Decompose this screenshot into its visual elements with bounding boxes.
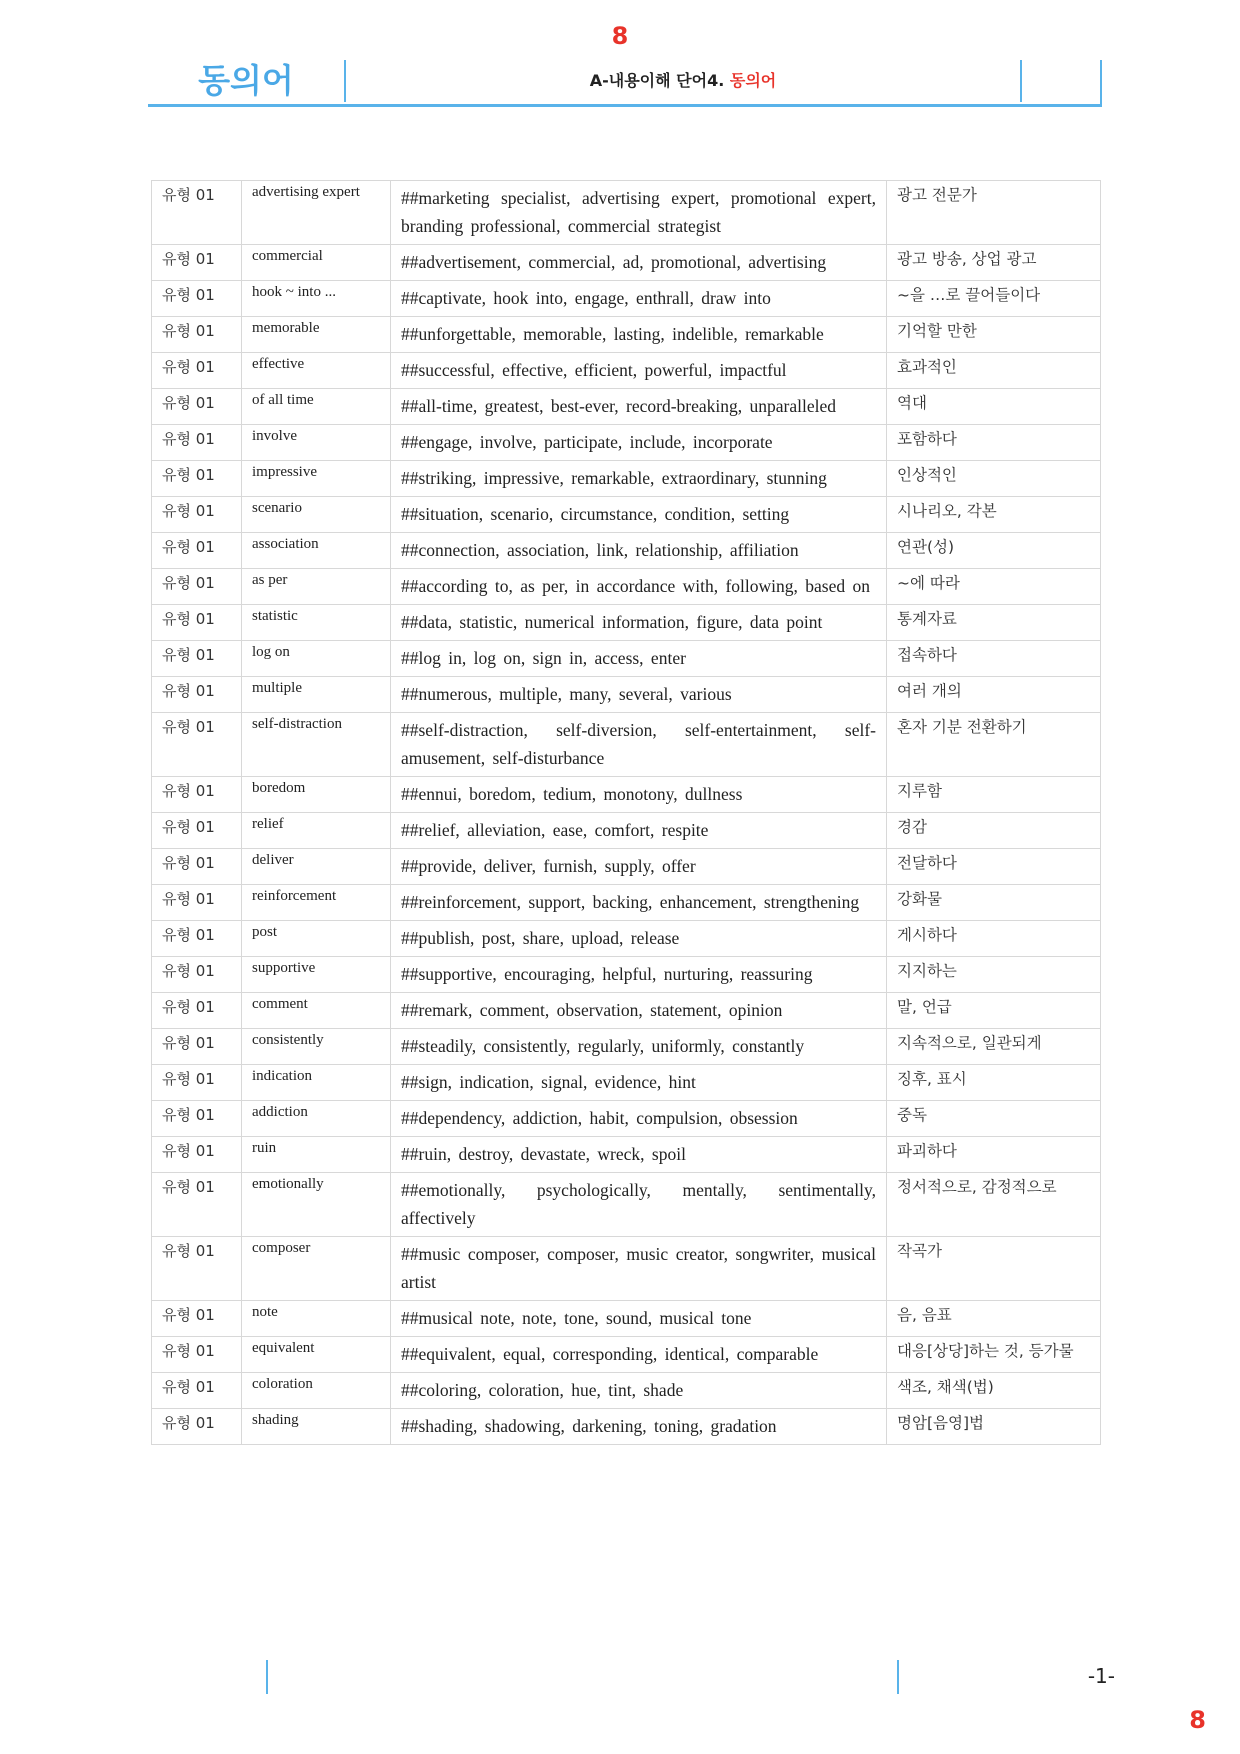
synonyms-cell: ##data, statistic, numerical information, figure, data point — [391, 605, 887, 641]
word-cell: reinforcement — [242, 885, 391, 921]
table-row — [152, 1065, 1101, 1101]
table-row — [152, 605, 1101, 641]
type-cell: 유형 01 — [152, 1173, 242, 1237]
synonyms-cell: ##captivate, hook into, engage, enthrall, draw into — [391, 281, 887, 317]
word-cell: relief — [242, 813, 391, 849]
type-cell: 유형 01 — [152, 849, 242, 885]
vocab-table-body — [152, 181, 1101, 1445]
header-subtitle — [346, 58, 1020, 104]
table-row — [152, 569, 1101, 605]
header-divider — [1100, 60, 1102, 106]
type-cell: 유형 01 — [152, 713, 242, 777]
table-row — [152, 921, 1101, 957]
word-cell: memorable — [242, 317, 391, 353]
word-cell: as per — [242, 569, 391, 605]
korean-cell: 지지하는 — [887, 957, 1101, 993]
table-row — [152, 1101, 1101, 1137]
table-row — [152, 425, 1101, 461]
korean-cell: 게시하다 — [887, 921, 1101, 957]
page-header — [148, 58, 1102, 107]
table-row — [152, 1173, 1101, 1237]
synonyms-cell: ##coloring, coloration, hue, tint, shade — [391, 1373, 887, 1409]
synonyms-cell: ##engage, involve, participate, include, incorporate — [391, 425, 887, 461]
table-row — [152, 533, 1101, 569]
type-cell: 유형 01 — [152, 1029, 242, 1065]
top-page-number: 8 — [611, 22, 629, 50]
table-row — [152, 1301, 1101, 1337]
synonyms-cell: ##self-distraction, self-diversion, self-entertainment, self-amusement, self-disturbance — [391, 713, 887, 777]
word-cell: deliver — [242, 849, 391, 885]
synonyms-cell: ##relief, alleviation, ease, comfort, respite — [391, 813, 887, 849]
word-cell: effective — [242, 353, 391, 389]
korean-cell: 중독 — [887, 1101, 1101, 1137]
type-cell: 유형 01 — [152, 1301, 242, 1337]
type-cell: 유형 01 — [152, 1409, 242, 1445]
korean-cell: 기억할 만한 — [887, 317, 1101, 353]
type-cell: 유형 01 — [152, 641, 242, 677]
header-subtitle-text: A-내용이해 단어4. — [589, 71, 725, 90]
korean-cell: 정서적으로, 감정적으로 — [887, 1173, 1101, 1237]
word-cell: statistic — [242, 605, 391, 641]
table-row — [152, 497, 1101, 533]
corner-page-number: 8 — [1189, 1706, 1206, 1734]
table-row — [152, 993, 1101, 1029]
synonyms-cell: ##musical note, note, tone, sound, musical tone — [391, 1301, 887, 1337]
korean-cell: 접속하다 — [887, 641, 1101, 677]
synonyms-cell: ##publish, post, share, upload, release — [391, 921, 887, 957]
synonyms-cell: ##marketing specialist, advertising expert, promotional expert, branding professional, commercial strategist — [391, 181, 887, 245]
synonyms-cell: ##striking, impressive, remarkable, extraordinary, stunning — [391, 461, 887, 497]
korean-cell: 작곡가 — [887, 1237, 1101, 1301]
synonyms-cell: ##shading, shadowing, darkening, toning, gradation — [391, 1409, 887, 1445]
korean-cell: 지루함 — [887, 777, 1101, 813]
korean-cell: 혼자 기분 전환하기 — [887, 713, 1101, 777]
table-row — [152, 181, 1101, 245]
synonyms-cell: ##dependency, addiction, habit, compulsion, obsession — [391, 1101, 887, 1137]
table-row — [152, 1409, 1101, 1445]
table-row — [152, 281, 1101, 317]
word-cell: association — [242, 533, 391, 569]
word-cell: composer — [242, 1237, 391, 1301]
korean-cell: ~에 따라 — [887, 569, 1101, 605]
table-row — [152, 641, 1101, 677]
korean-cell: 효과적인 — [887, 353, 1101, 389]
korean-cell: 명암[음영]법 — [887, 1409, 1101, 1445]
word-cell: scenario — [242, 497, 391, 533]
word-cell: impressive — [242, 461, 391, 497]
type-cell: 유형 01 — [152, 1137, 242, 1173]
type-cell: 유형 01 — [152, 389, 242, 425]
korean-cell: 지속적으로, 일관되게 — [887, 1029, 1101, 1065]
table-row — [152, 353, 1101, 389]
word-cell: consistently — [242, 1029, 391, 1065]
table-row — [152, 461, 1101, 497]
type-cell: 유형 01 — [152, 605, 242, 641]
type-cell: 유형 01 — [152, 569, 242, 605]
synonyms-cell: ##provide, deliver, furnish, supply, offer — [391, 849, 887, 885]
table-row — [152, 1237, 1101, 1301]
word-cell: ruin — [242, 1137, 391, 1173]
table-row — [152, 885, 1101, 921]
synonyms-cell: ##ruin, destroy, devastate, wreck, spoil — [391, 1137, 887, 1173]
korean-cell: 대응[상당]하는 것, 등가물 — [887, 1337, 1101, 1373]
type-cell: 유형 01 — [152, 497, 242, 533]
korean-cell: 여러 개의 — [887, 677, 1101, 713]
word-cell: hook ~ into ... — [242, 281, 391, 317]
type-cell: 유형 01 — [152, 533, 242, 569]
korean-cell: 포함하다 — [887, 425, 1101, 461]
korean-cell: 강화물 — [887, 885, 1101, 921]
word-cell: note — [242, 1301, 391, 1337]
word-cell: shading — [242, 1409, 391, 1445]
word-cell: coloration — [242, 1373, 391, 1409]
table-row — [152, 777, 1101, 813]
table-row — [152, 245, 1101, 281]
type-cell: 유형 01 — [152, 993, 242, 1029]
word-cell: boredom — [242, 777, 391, 813]
type-cell: 유형 01 — [152, 181, 242, 245]
word-cell: self-distraction — [242, 713, 391, 777]
type-cell: 유형 01 — [152, 957, 242, 993]
synonyms-cell: ##ennui, boredom, tedium, monotony, dullness — [391, 777, 887, 813]
table-row — [152, 1137, 1101, 1173]
type-cell: 유형 01 — [152, 885, 242, 921]
synonyms-cell: ##advertisement, commercial, ad, promotional, advertising — [391, 245, 887, 281]
type-cell: 유형 01 — [152, 245, 242, 281]
korean-cell: 광고 전문가 — [887, 181, 1101, 245]
word-cell: supportive — [242, 957, 391, 993]
type-cell: 유형 01 — [152, 353, 242, 389]
synonyms-cell: ##remark, comment, observation, statement, opinion — [391, 993, 887, 1029]
word-cell: commercial — [242, 245, 391, 281]
type-cell: 유형 01 — [152, 777, 242, 813]
footer-divider — [897, 1660, 899, 1694]
type-cell: 유형 01 — [152, 1337, 242, 1373]
footer-divider — [266, 1660, 268, 1694]
header-divider — [1020, 60, 1022, 102]
synonyms-cell: ##connection, association, link, relationship, affiliation — [391, 533, 887, 569]
word-cell: comment — [242, 993, 391, 1029]
table-row — [152, 1337, 1101, 1373]
type-cell: 유형 01 — [152, 461, 242, 497]
korean-cell: 징후, 표시 — [887, 1065, 1101, 1101]
word-cell: emotionally — [242, 1173, 391, 1237]
synonyms-cell: ##emotionally, psychologically, mentally, sentimentally, affectively — [391, 1173, 887, 1237]
synonyms-cell: ##situation, scenario, circumstance, condition, setting — [391, 497, 887, 533]
table-row — [152, 677, 1101, 713]
table-row — [152, 317, 1101, 353]
synonyms-cell: ##reinforcement, support, backing, enhancement, strengthening — [391, 885, 887, 921]
word-cell: multiple — [242, 677, 391, 713]
korean-cell: 역대 — [887, 389, 1101, 425]
type-cell: 유형 01 — [152, 425, 242, 461]
korean-cell: 색조, 채색(법) — [887, 1373, 1101, 1409]
korean-cell: 경감 — [887, 813, 1101, 849]
word-cell: addiction — [242, 1101, 391, 1137]
korean-cell: 광고 방송, 상업 광고 — [887, 245, 1101, 281]
korean-cell: 파괴하다 — [887, 1137, 1101, 1173]
synonyms-cell: ##equivalent, equal, corresponding, identical, comparable — [391, 1337, 887, 1373]
synonyms-cell: ##supportive, encouraging, helpful, nurturing, reassuring — [391, 957, 887, 993]
table-row — [152, 713, 1101, 777]
type-cell: 유형 01 — [152, 1065, 242, 1101]
type-cell: 유형 01 — [152, 677, 242, 713]
word-cell: advertising expert — [242, 181, 391, 245]
page-number-label: -1- — [1087, 1664, 1115, 1688]
synonyms-cell: ##according to, as per, in accordance with, following, based on — [391, 569, 887, 605]
korean-cell: 연관(성) — [887, 533, 1101, 569]
korean-cell: 인상적인 — [887, 461, 1101, 497]
page-title: 동의어 — [198, 61, 294, 100]
korean-cell: 말, 언급 — [887, 993, 1101, 1029]
type-cell: 유형 01 — [152, 281, 242, 317]
synonyms-cell: ##successful, effective, efficient, powerful, impactful — [391, 353, 887, 389]
synonyms-cell: ##steadily, consistently, regularly, uniformly, constantly — [391, 1029, 887, 1065]
synonyms-cell: ##log in, log on, sign in, access, enter — [391, 641, 887, 677]
word-cell: log on — [242, 641, 391, 677]
table-row — [152, 813, 1101, 849]
type-cell: 유형 01 — [152, 1373, 242, 1409]
word-cell: post — [242, 921, 391, 957]
synonyms-cell: ##unforgettable, memorable, lasting, indelible, remarkable — [391, 317, 887, 353]
table-row — [152, 1029, 1101, 1065]
korean-cell: 통계자료 — [887, 605, 1101, 641]
type-cell: 유형 01 — [152, 921, 242, 957]
word-cell: equivalent — [242, 1337, 391, 1373]
table-row — [152, 1373, 1101, 1409]
korean-cell: ~을 …로 끌어들이다 — [887, 281, 1101, 317]
synonyms-cell: ##music composer, composer, music creator, songwriter, musical artist — [391, 1237, 887, 1301]
type-cell: 유형 01 — [152, 1101, 242, 1137]
type-cell: 유형 01 — [152, 317, 242, 353]
table-row — [152, 957, 1101, 993]
word-cell: of all time — [242, 389, 391, 425]
korean-cell: 음, 음표 — [887, 1301, 1101, 1337]
type-cell: 유형 01 — [152, 813, 242, 849]
header-subtitle-highlight: 동의어 — [729, 71, 777, 90]
vocab-table — [151, 180, 1101, 1445]
table-row — [152, 389, 1101, 425]
type-cell: 유형 01 — [152, 1237, 242, 1301]
synonyms-cell: ##numerous, multiple, many, several, various — [391, 677, 887, 713]
table-row — [152, 849, 1101, 885]
korean-cell: 시나리오, 각본 — [887, 497, 1101, 533]
synonyms-cell: ##sign, indication, signal, evidence, hint — [391, 1065, 887, 1101]
word-cell: involve — [242, 425, 391, 461]
word-cell: indication — [242, 1065, 391, 1101]
korean-cell: 전달하다 — [887, 849, 1101, 885]
synonyms-cell: ##all-time, greatest, best-ever, record-breaking, unparalleled — [391, 389, 887, 425]
